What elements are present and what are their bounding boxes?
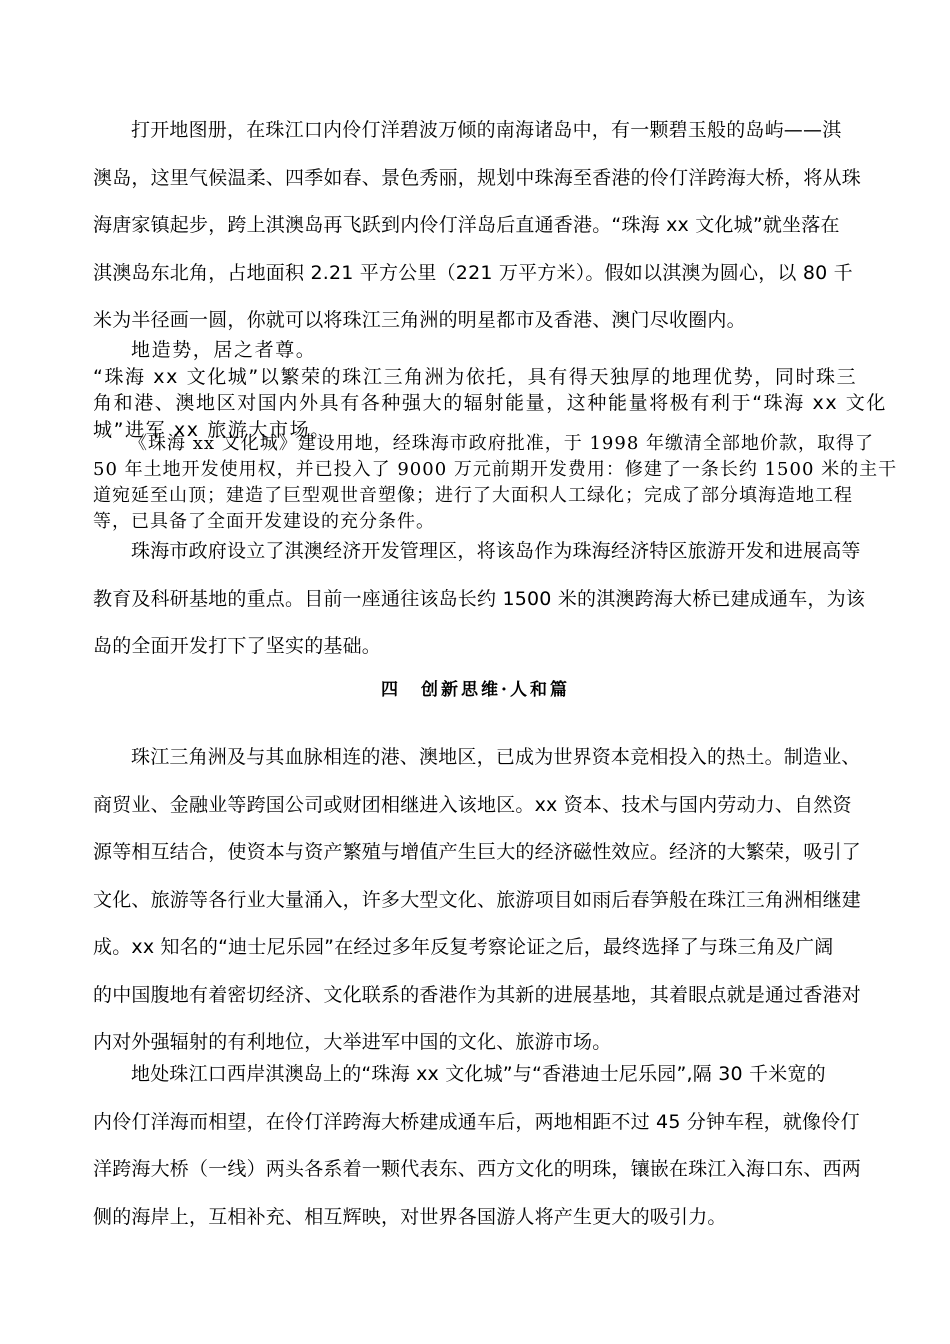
para-gov-management <box>93 528 866 671</box>
text-line: 洋跨海大桥（一线）两头各系着一颗代表东、西方文化的明珠，镶嵌在珠江入海口东、西两 <box>93 1158 862 1180</box>
text-line: 文化、旅游等各行业大量涌入，许多大型文化、旅游项目如雨后春笋般在珠江三角洲相继建 <box>93 888 862 911</box>
para-geo-advantage <box>93 337 888 443</box>
text-line: “珠海 xx 文化城”以繁荣的珠江三角洲为依托，具有得天独厚的地理优势，同时珠三 <box>93 365 858 388</box>
text-line: 珠江三角洲及与其血脉相连的港、澳地区，已成为世界资本竞相投入的热土。制造业、 <box>131 746 861 768</box>
section-heading <box>93 678 858 702</box>
text-line: 《珠海 xx 文化城》建设用地，经珠海市政府批准，于 1998 年缴清全部地价款，取得了 <box>129 433 874 454</box>
text-line: 内对外强辐射的有利地位，大举进军中国的文化、旅游市场。 <box>93 1031 612 1053</box>
text-line: 打开地图册，在珠江口内伶仃洋碧波万倾的南海诸岛中，有一颗碧玉般的岛屿——淇 <box>131 119 842 141</box>
para-two-pearls <box>93 1051 862 1241</box>
text-line: 淇澳岛东北角，占地面积 2.21 平方公里（221 万平方米）。假如以淇澳为圆心，以 80 千 <box>93 261 853 284</box>
text-line: 等，已具备了全面开发建设的充分条件。 <box>93 511 435 532</box>
text-line: 道宛延至山顶；建造了巨型观世音塑像；进行了大面积人工绿化；完成了部分填海造地工程 <box>93 485 853 506</box>
text-line: 的中国腹地有着密切经济、文化联系的香港作为其新的进展基地，其着眼点就是通过香港对 <box>93 983 862 1006</box>
text-line: 商贸业、金融业等跨国公司或财团相继进入该地区。xx 资本、技术与国内劳动力、自然资 <box>93 793 852 816</box>
text-line: 四 创新思维·人和篇 <box>381 680 570 700</box>
text-line: 教育及科研基地的重点。目前一座通往该岛长约 1500 米的淇澳跨海大桥已建成通车，为该 <box>93 587 866 610</box>
para-delta-capital <box>93 734 862 1067</box>
text-line: 海唐家镇起步，跨上淇澳岛再飞跃到内伶仃洋岛后直通香港。“珠海 xx 文化城”就坐落在 <box>93 214 840 236</box>
text-line: 成。xx 知名的“迪士尼乐园”在经过多年反复考察论证之后，最终选择了与珠三角及广阔 <box>93 936 834 958</box>
text-line: 米为半径画一圆，你就可以将珠江三角洲的明星都市及香港、澳门尽收圈内。 <box>93 309 746 331</box>
text-line: 源等相互结合，使资本与资产繁殖与增值产生巨大的经济磁性效应。经济的大繁荣，吸引了 <box>93 841 862 863</box>
text-line: 城”进军 xx 旅游大市场。 <box>93 418 331 441</box>
text-line: 50 年土地开发使用权，并已投入了 9000 万元前期开发费用：修建了一条长约 1500 米的主干 <box>93 459 898 480</box>
text-line: 岛的全面开发打下了坚实的基础。 <box>93 635 382 657</box>
text-line: 地处珠江口西岸淇澳岛上的“珠海 xx 文化城”与“香港迪士尼乐园”,隔 30 千米宽的 <box>131 1063 826 1085</box>
text-line: 内伶仃洋海而相望，在伶仃洋跨海大桥建成通车后，两地相距不过 45 分钟车程，就像伶仃 <box>93 1110 860 1133</box>
text-line: 地造势，居之者尊。 <box>131 339 317 361</box>
text-line: 澳岛，这里气候温柔、四季如春、景色秀丽，规划中珠海至香港的伶仃洋跨海大桥，将从珠 <box>93 166 862 189</box>
para-construction-land <box>93 431 898 535</box>
para-map-intro <box>93 107 862 345</box>
text-line: 角和港、澳地区对国内外具有各种强大的辐射能量，这种能量将极有利于“珠海 xx 文化 <box>93 392 888 414</box>
text-line: 侧的海岸上，互相补充、相互辉映，对世界各国游人将产生更大的吸引力。 <box>93 1205 727 1228</box>
text-line: 珠海市政府设立了淇澳经济开发管理区，将该岛作为珠海经济特区旅游开发和进展高等 <box>131 540 861 562</box>
